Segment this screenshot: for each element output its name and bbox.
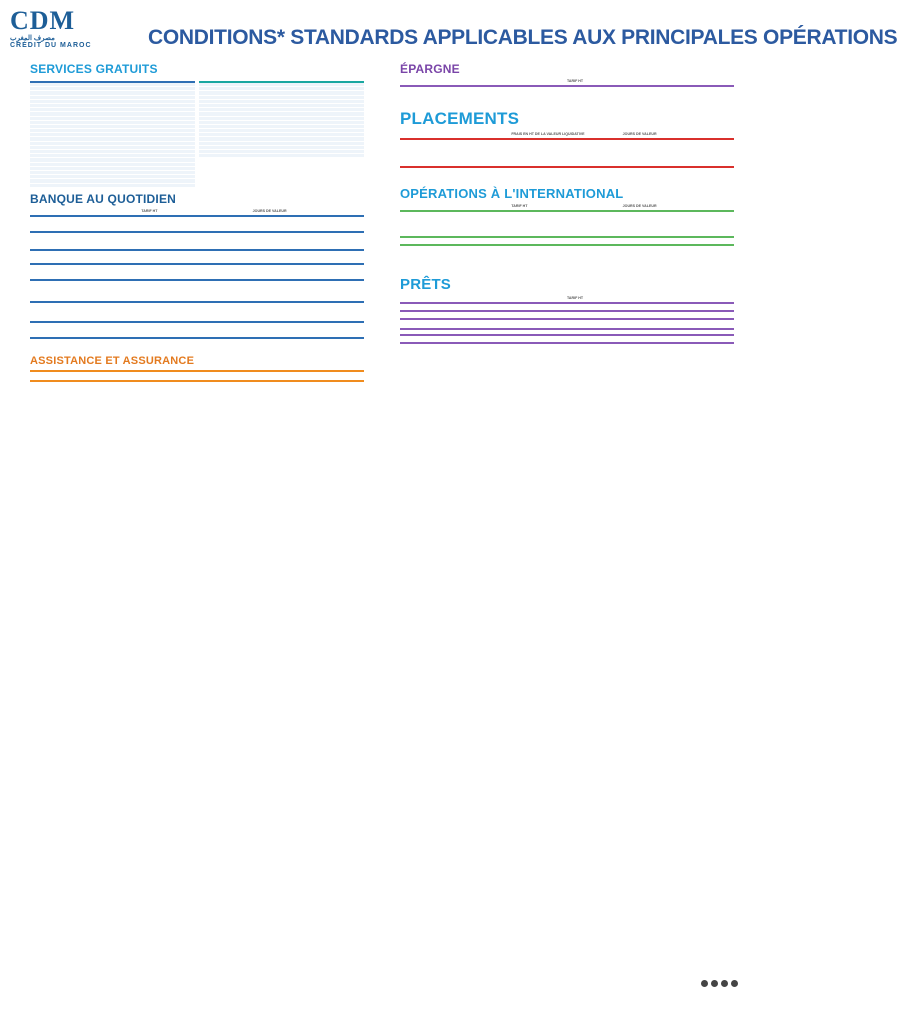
- epargne-column-headers: [400, 79, 734, 83]
- banque-rows-1: [30, 217, 364, 229]
- prets-rows-2: [400, 312, 734, 316]
- banque-rows-4: [30, 265, 364, 277]
- banque-rows-2: [30, 233, 364, 247]
- prets-rows-4: [400, 330, 734, 332]
- right-column: [400, 60, 734, 346]
- footer-note: [558, 978, 738, 987]
- operations-col-tarif: TARIF HT: [511, 204, 528, 208]
- services-gratuits-title: SERVICES GRATUITS: [30, 62, 158, 76]
- banque-rows-6: [30, 303, 364, 319]
- placements-rows-2: [400, 168, 734, 180]
- brand-logo: [10, 8, 120, 52]
- social-icon[interactable]: [711, 980, 718, 987]
- prets-col-tarif: TARIF HT: [567, 296, 584, 300]
- banque-col-tarif: TARIF HT: [141, 208, 158, 213]
- prets-rows-1: [400, 304, 734, 308]
- banque-rows-8: [30, 339, 364, 353]
- epargne-col-tarif: TARIF HT: [567, 79, 584, 83]
- services-gratuits-block: [30, 79, 364, 188]
- prets-rows-6: [400, 344, 734, 346]
- operations-col-jours: JOURS DE VALEUR: [622, 204, 657, 208]
- operations-title: OPÉRATIONS À L'INTERNATIONAL: [400, 186, 624, 201]
- placements-title: PLACEMENTS: [400, 109, 520, 128]
- assistance-rows-2: [30, 382, 364, 386]
- banque-rows-3: [30, 251, 364, 261]
- page-title: CONDITIONS* STANDARDS APPLICABLES AUX PRINCIPALES OPÉRATIONS: [148, 26, 897, 49]
- assistance-rows-1: [30, 372, 364, 378]
- brand-mark: CDM: [10, 6, 76, 35]
- brand-name: CRÉDIT DU MAROC: [10, 42, 92, 49]
- social-icon[interactable]: [731, 980, 738, 987]
- operations-rows-2: [400, 238, 734, 242]
- epargne-rows: [400, 87, 734, 103]
- social-icon[interactable]: [721, 980, 728, 987]
- placements-col-jours: JOURS DE VALEUR: [622, 132, 657, 136]
- operations-rows-1: [400, 212, 734, 234]
- services-list-2: [199, 83, 364, 158]
- prets-column-headers: [400, 296, 734, 300]
- operations-rows-3: [400, 246, 734, 274]
- social-icon[interactable]: [701, 980, 708, 987]
- assistance-title: ASSISTANCE ET ASSURANCE: [30, 354, 195, 367]
- prets-rows-5: [400, 336, 734, 340]
- operations-column-headers: [400, 204, 734, 208]
- banque-col-jours: JOURS DE VALEUR: [252, 208, 287, 213]
- placements-column-headers: [400, 132, 734, 136]
- banque-quotidien-title: BANQUE AU QUOTIDIEN: [30, 191, 177, 206]
- epargne-title: ÉPARGNE: [400, 62, 460, 76]
- prets-title: PRÊTS: [400, 276, 452, 293]
- left-column: [30, 60, 364, 386]
- placements-col-frais: FRAIS EN HT DE LA VALEUR LIQUIDATIVE: [511, 132, 585, 136]
- prets-rows-3: [400, 320, 734, 326]
- services-list: [30, 83, 195, 188]
- brand-arabic: مصرف المغرب: [10, 35, 55, 42]
- placements-rows-1: [400, 140, 734, 164]
- banque-rows-5: [30, 281, 364, 299]
- social-icons: [558, 980, 738, 987]
- banque-rows-7: [30, 323, 364, 335]
- side-legal-text: [754, 260, 764, 760]
- banque-column-headers: [30, 209, 364, 213]
